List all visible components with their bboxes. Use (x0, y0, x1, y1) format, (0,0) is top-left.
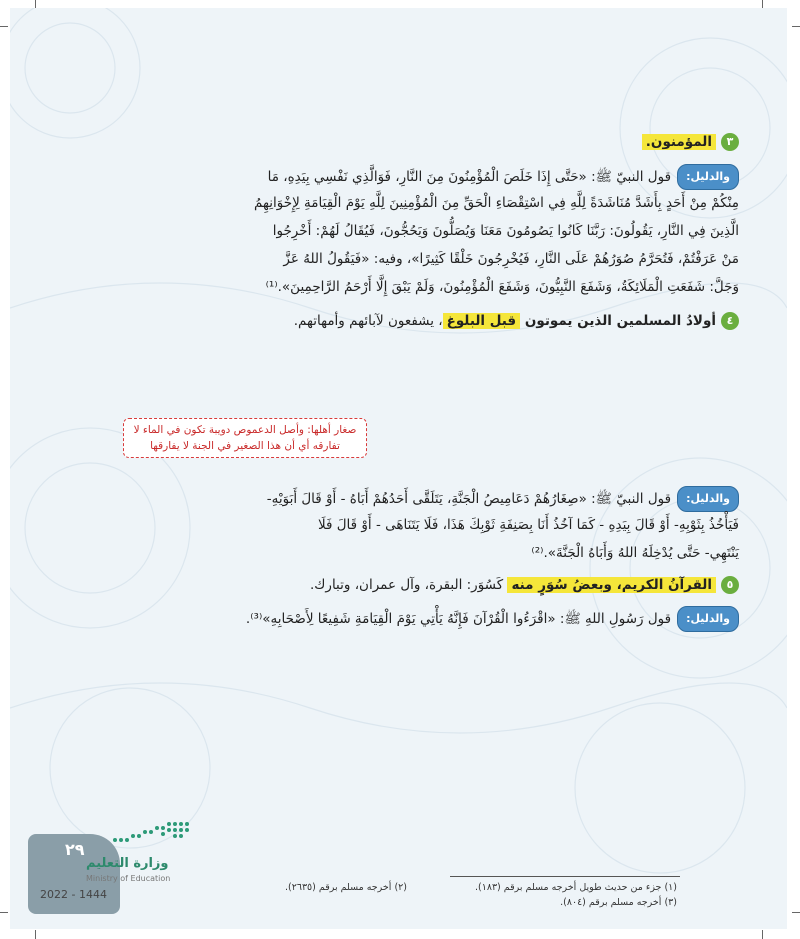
footnote-2: (٢) أخرجه مسلم برقم (٢٦٣٥). (285, 882, 407, 893)
item-5-highlight: القرآنُ الكريم، وبعضُ سُوَرٍ منه (507, 577, 716, 593)
item-4-highlight: قبل البلوغ (443, 313, 521, 329)
page-number: ٢٩ (65, 840, 85, 859)
note-line-2: تفارقه أي أن هذا الصغير في الجنة لا يفارقها (150, 440, 340, 452)
item-number-badge: ٤ (721, 312, 739, 330)
evidence-badge: والدليل: (677, 486, 739, 512)
textbook-page (10, 8, 787, 929)
crop-mark (35, 0, 36, 8)
note-line-1: صغار أهلها: وأصل الدعموص دويبة تكون في الماء لا (133, 424, 357, 436)
hadith-2-line-2: فَيَأْخُذُ بِثَوْبِهِ- أَوْ قَالَ بِيَدِهِ - كَمَا آخُذُ أَنَا بِصَنِفَةِ ثَوْبِكَ هَذَا، فَلَا يَتَنَاهَى - أَوْ قَالَ فَلَا (317, 517, 739, 533)
hadith-2-line-1 (267, 486, 739, 512)
ministry-logo-icon (105, 820, 195, 846)
item-number-badge: ٣ (721, 133, 739, 151)
hadith-1-line-1 (268, 164, 739, 190)
vocabulary-note (123, 418, 367, 458)
ministry-name: وزارة التعليم (86, 856, 169, 871)
item-4-title: أولادُ المسلمين الذين يموتون (520, 313, 716, 329)
edition-year: 2022 - 1444 (40, 888, 107, 901)
footnote-divider (450, 876, 680, 877)
hadith-3-line-1 (246, 606, 739, 632)
crop-mark (35, 930, 36, 939)
crop-mark (792, 26, 800, 27)
crop-mark (0, 26, 8, 27)
hadith-text: قول النبيّ ﷺ: «صِغَارُهُمْ دَعَامِيصُ الْجَنَّةِ، يَتَلَقَّى أَحَدُهُمْ أَبَاهُ - أَوْ قَالَ أَبَوَيْهِ- (266, 491, 672, 507)
hadith-1-line-3: الَّذِينَ فِي النَّارِ، يَقُولُونَ: رَبَّنَا كَانُوا يَصُومُونَ مَعَنَا وَيُصَلُّونَ وَيَحُجُّونَ، فَيُقَالُ لَهُمْ: أَخْرِجُوا (272, 223, 739, 239)
item-number-badge: ٥ (721, 576, 739, 594)
item-4-heading (294, 310, 739, 332)
item-5-heading (310, 574, 739, 596)
footnote-3: (٣) أخرجه مسلم برقم (٨٠٤). (560, 897, 677, 908)
crop-mark (762, 0, 763, 8)
hadith-text: قول النبيّ ﷺ: «حَتَّى إِذَا خَلَصَ الْمُؤْمِنُونَ مِنَ النَّارِ، فَوَالَّذِي نَفْسِي بِيَدِهِ، مَا (267, 169, 672, 185)
ministry-name-en: Ministry of Education (86, 874, 171, 883)
item-4-rest: ، يشفعون لآبائهم وأمهاتهم. (293, 313, 443, 329)
hadith-2-line-3: يَنْتَهِي- حَتَّى يُدْخِلَهُ اللهُ وَأَبَاهُ الْجَنَّةَ».⁽²⁾ (531, 545, 739, 561)
evidence-badge: والدليل: (677, 606, 739, 632)
hadith-text: قول رَسُولِ اللهِ ﷺ: «اقْرَءُوا الْقُرْآنَ فَإِنَّهُ يَأْتِي يَوْمَ الْقِيَامَةِ شَفِيعًا لِأَصْحَابِهِ»⁽³⁾. (245, 611, 672, 627)
item-5-rest: كَسُوَر: البقرة، وآل عمران، وتبارك. (310, 577, 508, 593)
hadith-1-line-5: وَجَلَّ: شَفَعَتِ الْمَلَائِكَةُ، وَشَفَعَ النَّبِيُّونَ، وَشَفَعَ الْمُؤْمِنُونَ، وَلَمْ يَبْقَ إِلَّا أَرْحَمُ الرَّاحِمِينَ».⁽¹⁾ (265, 279, 739, 295)
item-3-title: المؤمنون. (642, 134, 716, 150)
hadith-1-line-2: مِنْكُمْ مِنْ أَحَدٍ بِأَشَدَّ مُنَاشَدَةً لِلَّهِ فِي اسْتِقْصَاءِ الْحَقِّ مِنَ الْمُؤْمِنِينَ لِلَّهِ يَوْمَ الْقِيَامَةِ لِإِخْوَانِهِمُ (254, 195, 739, 211)
crop-mark (792, 912, 800, 913)
hadith-1-line-4: مَنْ عَرَفْتُمْ، فَتُحَرَّمُ صُوَرُهُمْ عَلَى النَّارِ، فَيُخْرِجُونَ خَلْقًا كَثِيرًا»، وفيه: «فَيَقُولُ اللهُ عَزَّ (283, 251, 739, 267)
item-3-heading (642, 131, 739, 153)
evidence-badge: والدليل: (677, 164, 739, 190)
crop-mark (0, 912, 8, 913)
crop-mark (762, 930, 763, 939)
footnote-1: (١) جزء من حديث طويل أخرجه مسلم برقم (١٨٣). (475, 882, 677, 893)
